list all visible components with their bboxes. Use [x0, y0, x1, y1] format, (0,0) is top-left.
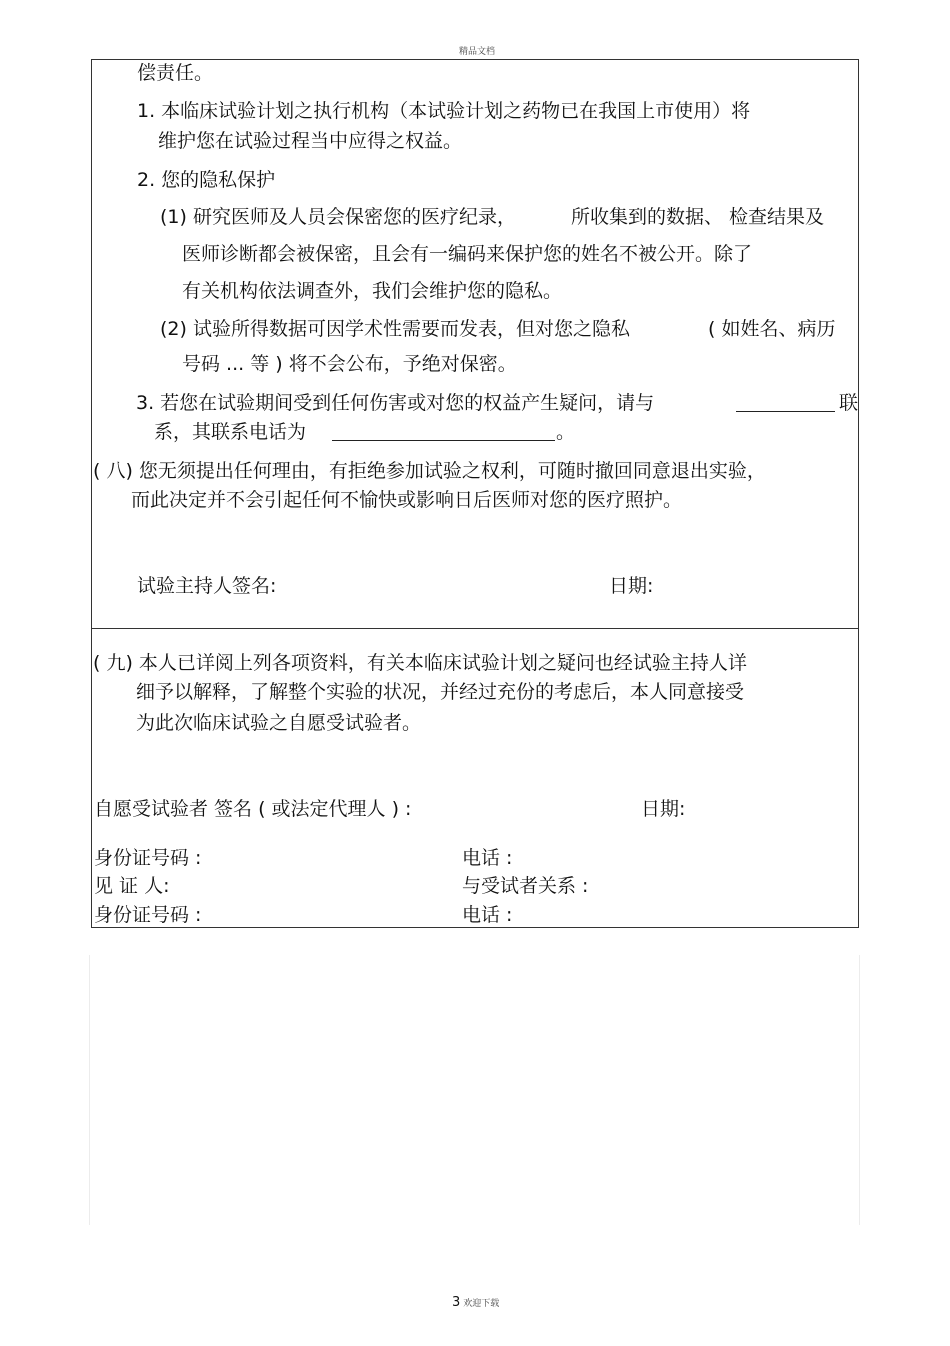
footer-slogan: 欢迎下载 — [463, 1299, 500, 1309]
host-date-label: 日期: — [609, 575, 654, 597]
section9-line2: 细予以解释，了解整个实验的状况，并经过充份的考虑后，本人同意接受 — [136, 681, 745, 703]
privacy-sub2-line1a: (2) 试验所得数据可因学术性需要而发表，但对您之隐私 — [160, 318, 630, 340]
section9-line3: 为此次临床试验之自愿受试验者。 — [136, 712, 422, 734]
section8-line2: 而此决定并不会引起任何不愉快或影响日后医师对您的医疗照护。 — [131, 489, 683, 511]
section9-line1: ( 九) 本人已详阅上列各项资料，有关本临床试验计划之疑问也经试验主持人详 — [93, 652, 747, 674]
contact-person-blank[interactable] — [736, 411, 835, 412]
privacy-sub2-line2: 号码 ... 等 ) 将不会公布，予绝对保密。 — [182, 353, 517, 375]
volunteer-signature-label: 自愿受试验者 签名 ( 或法定代理人 ) : — [94, 798, 412, 820]
witness-label: 见 证 人: — [94, 875, 170, 897]
page-footer — [452, 1295, 499, 1310]
privacy-sub1-line1a: (1) 研究医师及人员会保密您的医疗纪录， — [160, 206, 516, 228]
witness-id-label: 身份证号码 : — [94, 904, 202, 926]
item3-line1b: 联 — [839, 392, 859, 414]
faint-box-left-edge — [89, 955, 90, 1225]
host-signature-label: 试验主持人签名: — [137, 575, 277, 597]
item3-line2b: 。 — [556, 421, 576, 443]
witness-phone-label: 电话 : — [462, 904, 513, 926]
section8-line1: ( 八) 您无须提出任何理由，有拒绝参加试验之权利，可随时撤回同意退出实验， — [93, 460, 766, 482]
privacy-sub1-line3: 有关机构依法调查外，我们会维护您的隐私。 — [182, 280, 563, 302]
faint-box-right-edge — [859, 955, 860, 1225]
volunteer-date-label: 日期: — [641, 798, 686, 820]
contact-phone-blank[interactable] — [332, 440, 555, 441]
volunteer-id-label: 身份证号码 : — [94, 847, 202, 869]
page-number: 3 — [452, 1295, 461, 1310]
item3-line2a: 系，其联系电话为 — [154, 421, 307, 443]
item1-line1: 1. 本临床试验计划之执行机构（本试验计划之药物已在我国上市使用）将 — [137, 100, 751, 122]
item2-title: 2. 您的隐私保护 — [137, 169, 276, 191]
volunteer-phone-label: 电话 : — [462, 847, 513, 869]
header-watermark: 精品文档 — [459, 47, 496, 57]
item1-line2: 维护您在试验过程当中应得之权益。 — [158, 130, 463, 152]
continuation-text: 偿责任。 — [137, 62, 214, 84]
privacy-sub1-line1b: 所收集到的数据、 检查结果及 — [571, 206, 825, 228]
item3-line1a: 3. 若您在试验期间受到任何伤害或对您的权益产生疑问，请与 — [136, 392, 655, 414]
section-divider — [91, 628, 859, 629]
privacy-sub1-line2: 医师诊断都会被保密，且会有一编码来保护您的姓名不被公开。除了 — [182, 243, 753, 265]
privacy-sub2-line1b: ( 如姓名、病历 — [708, 318, 836, 340]
relation-label: 与受试者关系 : — [462, 875, 589, 897]
